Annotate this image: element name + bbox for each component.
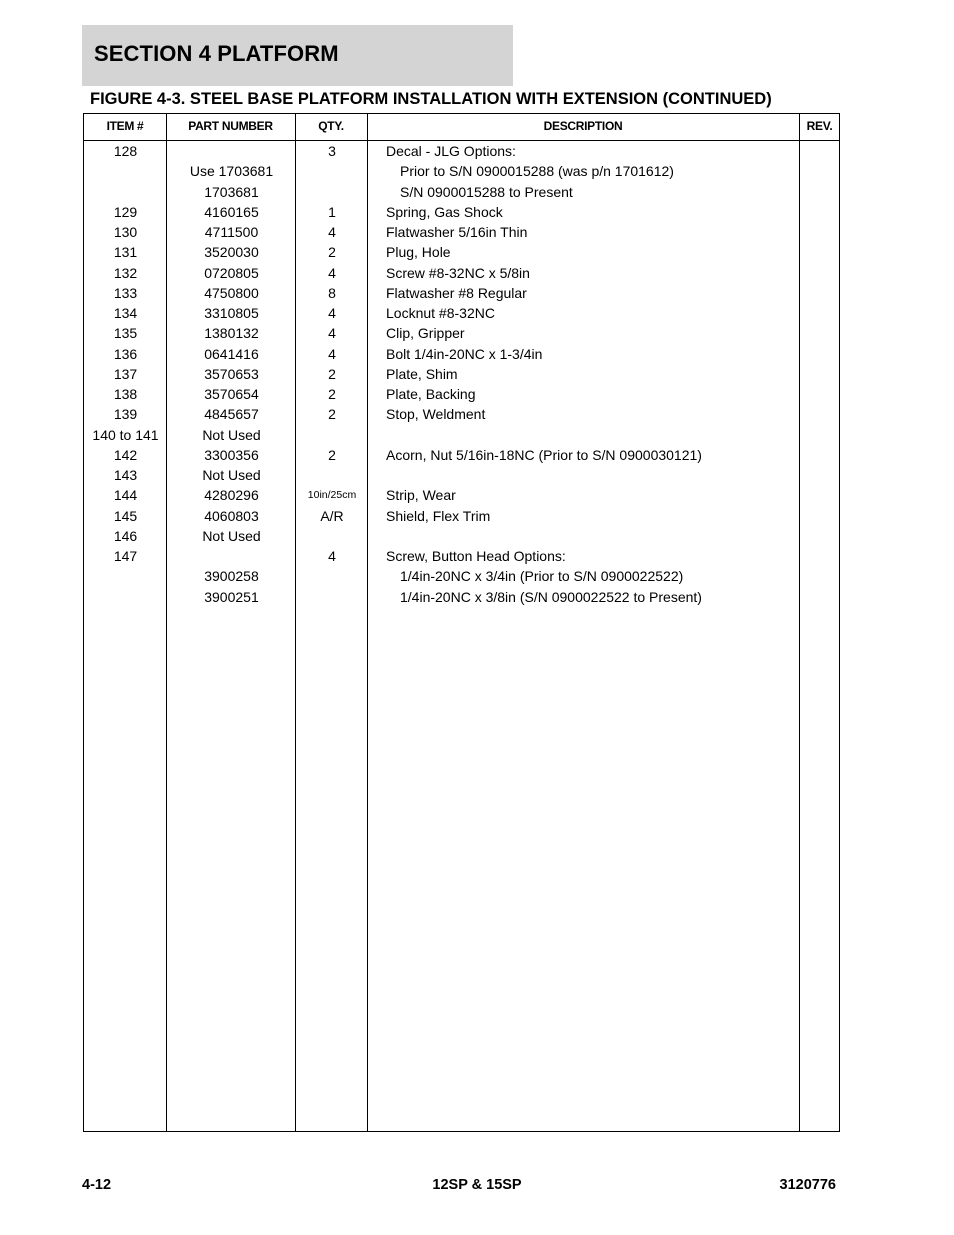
item-number: 146 [113, 527, 138, 544]
part-number: Not Used [202, 426, 261, 443]
description [386, 526, 816, 546]
item-number: 137 [113, 365, 138, 382]
header-description: DESCRIPTION [543, 119, 623, 133]
item-number: 129 [113, 203, 138, 220]
item-number [84, 161, 167, 181]
item-number: 135 [113, 325, 138, 342]
part-number: 4280296 [204, 487, 259, 504]
description: Stop, Weldment [386, 406, 486, 423]
quantity [296, 587, 368, 607]
part-number: 0641416 [204, 345, 259, 362]
document-number: 3120776 [779, 1177, 836, 1193]
item-number: 144 [113, 487, 138, 504]
quantity: 4 [328, 345, 336, 362]
table-header [84, 114, 839, 141]
quantity [296, 526, 368, 546]
quantity: 3 [328, 143, 336, 159]
item-number: 128 [113, 143, 138, 159]
section-banner [82, 25, 513, 86]
table-row [84, 465, 839, 485]
description: 1/4in-20NC x 3/4in (Prior to S/N 0900022522) [400, 568, 684, 585]
table-row [84, 384, 839, 404]
header-rev: REV. [806, 119, 833, 133]
item-number: 142 [113, 446, 138, 463]
table-row [84, 303, 839, 323]
item-number [84, 566, 167, 586]
description: Strip, Wear [386, 487, 456, 504]
item-number: 133 [113, 284, 138, 301]
table-row [84, 141, 839, 161]
table-row [84, 242, 839, 262]
header-part-number: PART NUMBER [188, 119, 273, 133]
description: Shield, Flex Trim [386, 507, 491, 524]
part-number [167, 546, 296, 566]
quantity: 8 [328, 284, 336, 301]
part-number: 4160165 [204, 203, 259, 220]
item-number: 139 [113, 406, 138, 423]
part-number: 3310805 [204, 305, 259, 321]
part-number: 3900258 [204, 568, 259, 585]
description [386, 465, 816, 485]
description: Prior to S/N 0900015288 (was p/n 1701612) [400, 163, 674, 180]
part-number: 4750800 [204, 284, 259, 301]
part-number [167, 141, 296, 161]
page-number: 4-12 [82, 1177, 112, 1193]
quantity: 4 [328, 224, 336, 240]
parts-table [83, 113, 840, 1132]
quantity: 4 [328, 325, 336, 342]
description: S/N 0900015288 to Present [400, 183, 573, 200]
quantity: 2 [328, 406, 336, 423]
quantity: A/R [320, 507, 344, 524]
quantity: 2 [328, 244, 336, 261]
model-name: 12SP & 15SP [432, 1177, 522, 1193]
part-number: 3570654 [204, 386, 259, 402]
quantity: 4 [328, 548, 336, 564]
description: 1/4in-20NC x 3/8in (S/N 0900022522 to Present) [400, 588, 702, 605]
description: Screw, Button Head Options: [386, 548, 566, 564]
item-number [84, 587, 167, 607]
part-number: Use 1703681 [189, 163, 274, 180]
item-number: 145 [113, 507, 138, 524]
table-row [84, 546, 839, 566]
quantity: 2 [328, 365, 336, 382]
item-number: 130 [113, 224, 138, 240]
section-title: SECTION 4 PLATFORM [94, 41, 339, 66]
table-row [84, 566, 839, 586]
item-number: 147 [113, 548, 138, 564]
table-row [84, 526, 839, 546]
quantity: 4 [328, 264, 336, 281]
figure-title: FIGURE 4-3. STEEL BASE PLATFORM INSTALLATION WITH EXTENSION (CONTINUED) [90, 90, 772, 108]
part-number: 4711500 [204, 224, 259, 240]
description: Plate, Backing [386, 386, 476, 402]
description: Locknut #8-32NC [386, 305, 495, 321]
table-row [84, 222, 839, 242]
item-number: 136 [113, 345, 138, 362]
item-number: 134 [113, 305, 138, 321]
table-row [84, 161, 839, 181]
table-row [84, 587, 839, 607]
description: Plug, Hole [386, 244, 451, 261]
table-row [84, 445, 839, 465]
quantity: 4 [328, 305, 336, 321]
table-row [84, 263, 839, 283]
table-row [84, 506, 839, 526]
description: Flatwasher #8 Regular [386, 284, 527, 301]
quantity [296, 182, 368, 202]
description: Plate, Shim [386, 365, 458, 382]
description: Flatwasher 5/16in Thin [386, 224, 528, 240]
part-number: 1380132 [204, 325, 259, 342]
table-row [84, 323, 839, 343]
description: Screw #8-32NC x 5/8in [386, 264, 530, 281]
part-number: 1703681 [204, 183, 259, 200]
quantity: 1 [328, 203, 336, 220]
quantity: 10in/25cm [307, 489, 357, 502]
table-row [84, 364, 839, 384]
quantity [296, 566, 368, 586]
item-number [84, 182, 167, 202]
header-qty: QTY. [318, 119, 344, 133]
part-number: 4060803 [204, 507, 259, 524]
table-row [84, 344, 839, 364]
item-number: 138 [113, 386, 138, 402]
item-number: 143 [113, 467, 138, 483]
header-item: ITEM # [106, 119, 144, 133]
part-number: 3300356 [204, 446, 259, 463]
quantity [296, 161, 368, 181]
part-number: Not Used [202, 527, 261, 544]
table-row [84, 425, 839, 445]
part-number: 0720805 [204, 264, 259, 281]
description: Bolt 1/4in-20NC x 1-3/4in [386, 345, 543, 362]
item-number: 131 [113, 244, 138, 261]
description [386, 425, 816, 445]
table-row [84, 283, 839, 303]
description: Decal - JLG Options: [386, 143, 516, 159]
description: Clip, Gripper [386, 325, 465, 342]
quantity: 2 [328, 446, 336, 463]
table-row [84, 404, 839, 424]
description: Spring, Gas Shock [386, 203, 503, 220]
quantity [296, 465, 368, 485]
quantity: 2 [328, 386, 336, 402]
table-body [84, 141, 839, 607]
part-number: 4845657 [204, 406, 259, 423]
table-row [84, 182, 839, 202]
table-row [84, 485, 839, 505]
table-row [84, 202, 839, 222]
item-number: 140 to 141 [92, 426, 159, 443]
part-number: 3570653 [204, 365, 259, 382]
part-number: Not Used [202, 467, 261, 483]
part-number: 3900251 [204, 588, 259, 605]
item-number: 132 [113, 264, 138, 281]
description: Acorn, Nut 5/16in-18NC (Prior to S/N 0900030121) [386, 446, 702, 463]
part-number: 3520030 [204, 244, 259, 261]
quantity [296, 425, 368, 445]
